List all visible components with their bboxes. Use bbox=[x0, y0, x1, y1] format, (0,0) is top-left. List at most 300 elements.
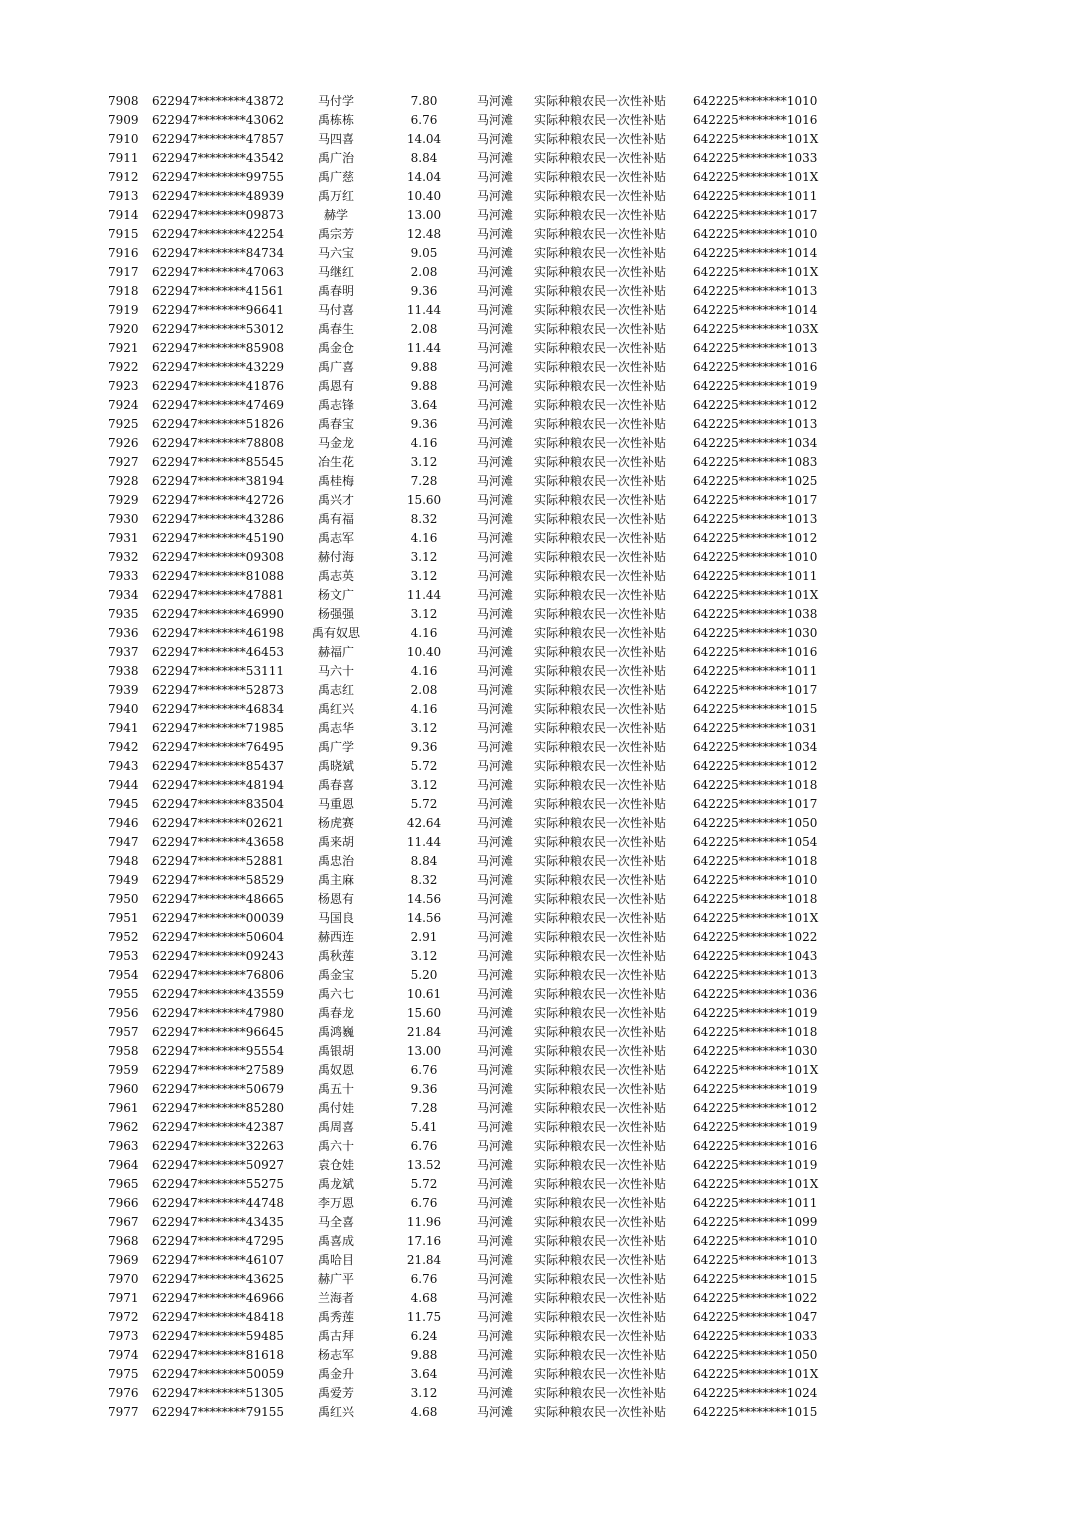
recipient-name: 禹有福 bbox=[317, 512, 354, 526]
table-row bbox=[0, 890, 1074, 909]
table-row bbox=[0, 814, 1074, 833]
subsidy-item: 实际种粮农民一次性补贴 bbox=[534, 113, 667, 127]
subsidy-item: 实际种粮农民一次性补贴 bbox=[534, 1234, 667, 1248]
account-number: 622947********47881 bbox=[152, 588, 284, 602]
row-number: 7931 bbox=[108, 531, 139, 545]
recipient-name: 禹哈目 bbox=[317, 1253, 354, 1267]
subsidy-item: 实际种粮农民一次性补贴 bbox=[534, 588, 667, 602]
subsidy-amount: 9.36 bbox=[410, 740, 438, 754]
subsidy-amount: 10.40 bbox=[406, 645, 442, 659]
village-name: 马河滩 bbox=[476, 1310, 513, 1324]
table-row bbox=[0, 643, 1074, 662]
subsidy-amount: 9.88 bbox=[410, 360, 438, 374]
row-number: 7964 bbox=[108, 1158, 139, 1172]
village-name: 马河滩 bbox=[476, 664, 513, 678]
subsidy-amount: 6.76 bbox=[410, 1196, 438, 1210]
recipient-name: 禹金仓 bbox=[317, 341, 354, 355]
row-number: 7948 bbox=[108, 854, 139, 868]
account-number: 622947********51826 bbox=[152, 417, 284, 431]
row-number: 7935 bbox=[108, 607, 139, 621]
row-number: 7977 bbox=[108, 1405, 139, 1419]
row-number: 7968 bbox=[108, 1234, 139, 1248]
id-number: 642225********1031 bbox=[693, 721, 818, 735]
account-number: 622947********43872 bbox=[152, 94, 284, 108]
subsidy-item: 实际种粮农民一次性补贴 bbox=[534, 1291, 667, 1305]
row-number: 7954 bbox=[108, 968, 139, 982]
row-number: 7971 bbox=[108, 1291, 139, 1305]
row-number: 7928 bbox=[108, 474, 139, 488]
account-number: 622947********46198 bbox=[152, 626, 284, 640]
row-number: 7930 bbox=[108, 512, 139, 526]
village-name: 马河滩 bbox=[476, 1253, 513, 1267]
account-number: 622947********46834 bbox=[152, 702, 284, 716]
row-number: 7916 bbox=[108, 246, 139, 260]
village-name: 马河滩 bbox=[476, 854, 513, 868]
recipient-name: 禹春宝 bbox=[317, 417, 354, 431]
subsidy-item: 实际种粮农民一次性补贴 bbox=[534, 208, 667, 222]
subsidy-amount: 7.28 bbox=[410, 474, 438, 488]
id-number: 642225********101X bbox=[693, 170, 819, 184]
row-number: 7908 bbox=[108, 94, 139, 108]
table-row bbox=[0, 415, 1074, 434]
recipient-name: 禹宗芳 bbox=[317, 227, 354, 241]
id-number: 642225********1012 bbox=[693, 531, 818, 545]
subsidy-amount: 10.61 bbox=[406, 987, 442, 1001]
subsidy-amount: 6.76 bbox=[410, 1063, 438, 1077]
subsidy-amount: 3.64 bbox=[410, 398, 438, 412]
village-name: 马河滩 bbox=[476, 1120, 513, 1134]
table-row bbox=[0, 852, 1074, 871]
recipient-name: 李万恩 bbox=[317, 1196, 354, 1210]
row-number: 7946 bbox=[108, 816, 139, 830]
table-row bbox=[0, 1080, 1074, 1099]
recipient-name: 冶生花 bbox=[317, 455, 354, 469]
table-row bbox=[0, 605, 1074, 624]
village-name: 马河滩 bbox=[476, 1215, 513, 1229]
id-number: 642225********1013 bbox=[693, 512, 818, 526]
recipient-name: 禹主麻 bbox=[317, 873, 354, 887]
subsidy-item: 实际种粮农民一次性补贴 bbox=[534, 626, 667, 640]
table-row bbox=[0, 1327, 1074, 1346]
recipient-name: 马六宝 bbox=[317, 246, 354, 260]
subsidy-item: 实际种粮农民一次性补贴 bbox=[534, 1044, 667, 1058]
id-number: 642225********1034 bbox=[693, 740, 818, 754]
village-name: 马河滩 bbox=[476, 531, 513, 545]
subsidy-item: 实际种粮农民一次性补贴 bbox=[534, 949, 667, 963]
account-number: 622947********09873 bbox=[152, 208, 284, 222]
table-row bbox=[0, 263, 1074, 282]
subsidy-amount: 5.20 bbox=[410, 968, 438, 982]
recipient-name: 马六十 bbox=[317, 664, 354, 678]
subsidy-amount: 4.16 bbox=[410, 664, 438, 678]
row-number: 7937 bbox=[108, 645, 139, 659]
village-name: 马河滩 bbox=[476, 569, 513, 583]
account-number: 622947********76495 bbox=[152, 740, 284, 754]
table-row bbox=[0, 168, 1074, 187]
row-number: 7969 bbox=[108, 1253, 139, 1267]
subsidy-item: 实际种粮农民一次性补贴 bbox=[534, 1272, 667, 1286]
table-row bbox=[0, 1270, 1074, 1289]
village-name: 马河滩 bbox=[476, 740, 513, 754]
village-name: 马河滩 bbox=[476, 227, 513, 241]
id-number: 642225********1024 bbox=[693, 1386, 818, 1400]
subsidy-item: 实际种粮农民一次性补贴 bbox=[534, 816, 667, 830]
village-name: 马河滩 bbox=[476, 626, 513, 640]
id-number: 642225********1033 bbox=[693, 151, 818, 165]
village-name: 马河滩 bbox=[476, 284, 513, 298]
subsidy-item: 实际种粮农民一次性补贴 bbox=[534, 759, 667, 773]
row-number: 7963 bbox=[108, 1139, 139, 1153]
table-row bbox=[0, 320, 1074, 339]
table-row bbox=[0, 453, 1074, 472]
subsidy-amount: 21.84 bbox=[406, 1025, 442, 1039]
subsidy-item: 实际种粮农民一次性补贴 bbox=[534, 132, 667, 146]
subsidy-item: 实际种粮农民一次性补贴 bbox=[534, 1386, 667, 1400]
village-name: 马河滩 bbox=[476, 683, 513, 697]
row-number: 7921 bbox=[108, 341, 139, 355]
village-name: 马河滩 bbox=[476, 835, 513, 849]
table-row bbox=[0, 244, 1074, 263]
id-number: 642225********1019 bbox=[693, 1006, 818, 1020]
village-name: 马河滩 bbox=[476, 189, 513, 203]
subsidy-amount: 13.00 bbox=[406, 1044, 442, 1058]
table-row bbox=[0, 719, 1074, 738]
village-name: 马河滩 bbox=[476, 246, 513, 260]
row-number: 7940 bbox=[108, 702, 139, 716]
row-number: 7945 bbox=[108, 797, 139, 811]
account-number: 622947********09243 bbox=[152, 949, 284, 963]
village-name: 马河滩 bbox=[476, 455, 513, 469]
subsidy-amount: 5.72 bbox=[410, 759, 438, 773]
recipient-name: 禹兴才 bbox=[317, 493, 354, 507]
subsidy-amount: 4.68 bbox=[410, 1291, 438, 1305]
subsidy-item: 实际种粮农民一次性补贴 bbox=[534, 322, 667, 336]
account-number: 622947********44748 bbox=[152, 1196, 284, 1210]
subsidy-item: 实际种粮农民一次性补贴 bbox=[534, 873, 667, 887]
recipient-name: 禹古拜 bbox=[317, 1329, 354, 1343]
account-number: 622947********53012 bbox=[152, 322, 284, 336]
village-name: 马河滩 bbox=[476, 1158, 513, 1172]
subsidy-amount: 11.44 bbox=[406, 303, 442, 317]
row-number: 7929 bbox=[108, 493, 139, 507]
account-number: 622947********52881 bbox=[152, 854, 284, 868]
recipient-name: 禹广喜 bbox=[317, 360, 354, 374]
subsidy-amount: 9.88 bbox=[410, 1348, 438, 1362]
recipient-name: 禹万红 bbox=[317, 189, 354, 203]
table-row bbox=[0, 1365, 1074, 1384]
table-row bbox=[0, 928, 1074, 947]
account-number: 622947********51305 bbox=[152, 1386, 284, 1400]
recipient-name: 禹志英 bbox=[317, 569, 354, 583]
row-number: 7953 bbox=[108, 949, 139, 963]
subsidy-item: 实际种粮农民一次性补贴 bbox=[534, 455, 667, 469]
row-number: 7959 bbox=[108, 1063, 139, 1077]
subsidy-item: 实际种粮农民一次性补贴 bbox=[534, 930, 667, 944]
village-name: 马河滩 bbox=[476, 911, 513, 925]
subsidy-item: 实际种粮农民一次性补贴 bbox=[534, 265, 667, 279]
table-row bbox=[0, 738, 1074, 757]
recipient-name: 禹银胡 bbox=[317, 1044, 354, 1058]
subsidy-amount: 12.48 bbox=[406, 227, 442, 241]
row-number: 7911 bbox=[108, 151, 139, 165]
table-row bbox=[0, 1384, 1074, 1403]
account-number: 622947********42726 bbox=[152, 493, 284, 507]
id-number: 642225********1012 bbox=[693, 398, 818, 412]
row-number: 7974 bbox=[108, 1348, 139, 1362]
recipient-name: 禹鸿巍 bbox=[317, 1025, 354, 1039]
id-number: 642225********1030 bbox=[693, 626, 818, 640]
id-number: 642225********1016 bbox=[693, 113, 818, 127]
account-number: 622947********48194 bbox=[152, 778, 284, 792]
subsidy-amount: 10.40 bbox=[406, 189, 442, 203]
recipient-name: 禹有奴思 bbox=[311, 626, 360, 640]
subsidy-item: 实际种粮农民一次性补贴 bbox=[534, 493, 667, 507]
subsidy-amount: 13.00 bbox=[406, 208, 442, 222]
recipient-name: 马付喜 bbox=[317, 303, 354, 317]
table-row bbox=[0, 947, 1074, 966]
row-number: 7960 bbox=[108, 1082, 139, 1096]
subsidy-amount: 3.12 bbox=[410, 569, 438, 583]
table-row bbox=[0, 1346, 1074, 1365]
id-number: 642225********101X bbox=[693, 911, 819, 925]
account-number: 622947********46966 bbox=[152, 1291, 284, 1305]
row-number: 7909 bbox=[108, 113, 139, 127]
village-name: 马河滩 bbox=[476, 1329, 513, 1343]
id-number: 642225********101X bbox=[693, 132, 819, 146]
id-number: 642225********1015 bbox=[693, 1405, 818, 1419]
table-row bbox=[0, 1403, 1074, 1422]
village-name: 马河滩 bbox=[476, 873, 513, 887]
subsidy-item: 实际种粮农民一次性补贴 bbox=[534, 911, 667, 925]
subsidy-item: 实际种粮农民一次性补贴 bbox=[534, 645, 667, 659]
table-row bbox=[0, 434, 1074, 453]
row-number: 7958 bbox=[108, 1044, 139, 1058]
table-row bbox=[0, 472, 1074, 491]
subsidy-amount: 5.72 bbox=[410, 797, 438, 811]
subsidy-amount: 9.05 bbox=[410, 246, 438, 260]
account-number: 622947********41876 bbox=[152, 379, 284, 393]
id-number: 642225********1030 bbox=[693, 1044, 818, 1058]
recipient-name: 禹龙斌 bbox=[317, 1177, 354, 1191]
id-number: 642225********1016 bbox=[693, 1139, 818, 1153]
table-row bbox=[0, 548, 1074, 567]
recipient-name: 杨恩有 bbox=[317, 892, 354, 906]
recipient-name: 赫广平 bbox=[317, 1272, 354, 1286]
row-number: 7912 bbox=[108, 170, 139, 184]
table-row bbox=[0, 586, 1074, 605]
row-number: 7922 bbox=[108, 360, 139, 374]
recipient-name: 禹来胡 bbox=[317, 835, 354, 849]
village-name: 马河滩 bbox=[476, 1367, 513, 1381]
subsidy-amount: 14.04 bbox=[406, 132, 442, 146]
id-number: 642225********1038 bbox=[693, 607, 818, 621]
row-number: 7934 bbox=[108, 588, 139, 602]
recipient-name: 禹六十 bbox=[317, 1139, 354, 1153]
row-number: 7913 bbox=[108, 189, 139, 203]
recipient-name: 赫西连 bbox=[317, 930, 354, 944]
account-number: 622947********83504 bbox=[152, 797, 284, 811]
recipient-name: 禹六七 bbox=[317, 987, 354, 1001]
id-number: 642225********1036 bbox=[693, 987, 818, 1001]
table-row bbox=[0, 1061, 1074, 1080]
subsidy-item: 实际种粮农民一次性补贴 bbox=[534, 1120, 667, 1134]
account-number: 622947********46990 bbox=[152, 607, 284, 621]
id-number: 642225********1014 bbox=[693, 246, 818, 260]
table-row bbox=[0, 871, 1074, 890]
subsidy-item: 实际种粮农民一次性补贴 bbox=[534, 246, 667, 260]
row-number: 7933 bbox=[108, 569, 139, 583]
subsidy-item: 实际种粮农民一次性补贴 bbox=[534, 835, 667, 849]
subsidy-amount: 13.52 bbox=[406, 1158, 442, 1172]
table-row bbox=[0, 282, 1074, 301]
account-number: 622947********43658 bbox=[152, 835, 284, 849]
subsidy-item: 实际种粮农民一次性补贴 bbox=[534, 1310, 667, 1324]
recipient-name: 禹金升 bbox=[317, 1367, 354, 1381]
recipient-name: 禹春龙 bbox=[317, 1006, 354, 1020]
village-name: 马河滩 bbox=[476, 1063, 513, 1077]
village-name: 马河滩 bbox=[476, 1405, 513, 1419]
subsidy-item: 实际种粮农民一次性补贴 bbox=[534, 170, 667, 184]
subsidy-amount: 7.80 bbox=[410, 94, 438, 108]
village-name: 马河滩 bbox=[476, 474, 513, 488]
recipient-name: 禹红兴 bbox=[317, 1405, 354, 1419]
row-number: 7944 bbox=[108, 778, 139, 792]
table-row bbox=[0, 529, 1074, 548]
recipient-name: 杨志军 bbox=[317, 1348, 354, 1362]
subsidy-amount: 11.44 bbox=[406, 341, 442, 355]
id-number: 642225********1011 bbox=[693, 189, 818, 203]
table-row bbox=[0, 1251, 1074, 1270]
village-name: 马河滩 bbox=[476, 987, 513, 1001]
table-row bbox=[0, 776, 1074, 795]
village-name: 马河滩 bbox=[476, 588, 513, 602]
recipient-name: 禹志军 bbox=[317, 531, 354, 545]
subsidy-amount: 2.08 bbox=[410, 683, 438, 697]
account-number: 622947********99755 bbox=[152, 170, 284, 184]
subsidy-item: 实际种粮农民一次性补贴 bbox=[534, 1405, 667, 1419]
account-number: 622947********96641 bbox=[152, 303, 284, 317]
id-number: 642225********1016 bbox=[693, 360, 818, 374]
id-number: 642225********1012 bbox=[693, 759, 818, 773]
village-name: 马河滩 bbox=[476, 341, 513, 355]
subsidy-amount: 3.12 bbox=[410, 607, 438, 621]
id-number: 642225********1025 bbox=[693, 474, 818, 488]
row-number: 7966 bbox=[108, 1196, 139, 1210]
account-number: 622947********50604 bbox=[152, 930, 284, 944]
recipient-name: 杨虎赛 bbox=[317, 816, 354, 830]
subsidy-amount: 15.60 bbox=[406, 493, 442, 507]
recipient-name: 马四喜 bbox=[317, 132, 354, 146]
account-number: 622947********46107 bbox=[152, 1253, 284, 1267]
village-name: 马河滩 bbox=[476, 968, 513, 982]
recipient-name: 马继红 bbox=[317, 265, 354, 279]
subsidy-amount: 14.04 bbox=[406, 170, 442, 184]
table-row bbox=[0, 92, 1074, 111]
id-number: 642225********1011 bbox=[693, 1196, 818, 1210]
row-number: 7923 bbox=[108, 379, 139, 393]
recipient-name: 禹秋莲 bbox=[317, 949, 354, 963]
table-row bbox=[0, 1194, 1074, 1213]
subsidy-item: 实际种粮农民一次性补贴 bbox=[534, 1063, 667, 1077]
village-name: 马河滩 bbox=[476, 1196, 513, 1210]
table-row bbox=[0, 225, 1074, 244]
row-number: 7927 bbox=[108, 455, 139, 469]
id-number: 642225********1018 bbox=[693, 778, 818, 792]
row-number: 7919 bbox=[108, 303, 139, 317]
account-number: 622947********48418 bbox=[152, 1310, 284, 1324]
recipient-name: 马全喜 bbox=[317, 1215, 354, 1229]
recipient-name: 禹桂梅 bbox=[317, 474, 354, 488]
subsidy-amount: 14.56 bbox=[406, 911, 442, 925]
recipient-name: 赫福广 bbox=[317, 645, 354, 659]
table-row bbox=[0, 1118, 1074, 1137]
row-number: 7914 bbox=[108, 208, 139, 222]
village-name: 马河滩 bbox=[476, 816, 513, 830]
account-number: 622947********27589 bbox=[152, 1063, 284, 1077]
subsidy-item: 实际种粮农民一次性补贴 bbox=[534, 379, 667, 393]
subsidy-amount: 3.12 bbox=[410, 778, 438, 792]
subsidy-amount: 8.32 bbox=[410, 873, 438, 887]
subsidy-item: 实际种粮农民一次性补贴 bbox=[534, 664, 667, 678]
id-number: 642225********1012 bbox=[693, 1101, 818, 1115]
id-number: 642225********101X bbox=[693, 588, 819, 602]
recipient-name: 禹志红 bbox=[317, 683, 354, 697]
village-name: 马河滩 bbox=[476, 1082, 513, 1096]
row-number: 7924 bbox=[108, 398, 139, 412]
subsidy-item: 实际种粮农民一次性补贴 bbox=[534, 94, 667, 108]
id-number: 642225********1022 bbox=[693, 930, 818, 944]
table-row bbox=[0, 1004, 1074, 1023]
subsidy-amount: 2.91 bbox=[410, 930, 438, 944]
subsidy-item: 实际种粮农民一次性补贴 bbox=[534, 1348, 667, 1362]
subsidy-amount: 2.08 bbox=[410, 322, 438, 336]
id-number: 642225********1019 bbox=[693, 1158, 818, 1172]
recipient-name: 赫付海 bbox=[317, 550, 354, 564]
row-number: 7915 bbox=[108, 227, 139, 241]
subsidy-item: 实际种粮农民一次性补贴 bbox=[534, 550, 667, 564]
row-number: 7949 bbox=[108, 873, 139, 887]
recipient-name: 禹五十 bbox=[317, 1082, 354, 1096]
account-number: 622947********43286 bbox=[152, 512, 284, 526]
account-number: 622947********42254 bbox=[152, 227, 284, 241]
recipient-name: 禹晓斌 bbox=[317, 759, 354, 773]
row-number: 7917 bbox=[108, 265, 139, 279]
subsidy-item: 实际种粮农民一次性补贴 bbox=[534, 398, 667, 412]
village-name: 马河滩 bbox=[476, 1044, 513, 1058]
table-row bbox=[0, 681, 1074, 700]
subsidy-item: 实际种粮农民一次性补贴 bbox=[534, 436, 667, 450]
account-number: 622947********85280 bbox=[152, 1101, 284, 1115]
row-number: 7975 bbox=[108, 1367, 139, 1381]
id-number: 642225********1016 bbox=[693, 645, 818, 659]
subsidy-item: 实际种粮农民一次性补贴 bbox=[534, 417, 667, 431]
recipient-name: 禹金宝 bbox=[317, 968, 354, 982]
account-number: 622947********47469 bbox=[152, 398, 284, 412]
account-number: 622947********85545 bbox=[152, 455, 284, 469]
subsidy-amount: 3.12 bbox=[410, 550, 438, 564]
table-row bbox=[0, 187, 1074, 206]
table-row bbox=[0, 1308, 1074, 1327]
account-number: 622947********85437 bbox=[152, 759, 284, 773]
subsidy-item: 实际种粮农民一次性补贴 bbox=[534, 683, 667, 697]
subsidy-amount: 14.56 bbox=[406, 892, 442, 906]
table-row bbox=[0, 1023, 1074, 1042]
recipient-name: 禹春喜 bbox=[317, 778, 354, 792]
row-number: 7943 bbox=[108, 759, 139, 773]
table-row bbox=[0, 358, 1074, 377]
village-name: 马河滩 bbox=[476, 417, 513, 431]
row-number: 7962 bbox=[108, 1120, 139, 1134]
